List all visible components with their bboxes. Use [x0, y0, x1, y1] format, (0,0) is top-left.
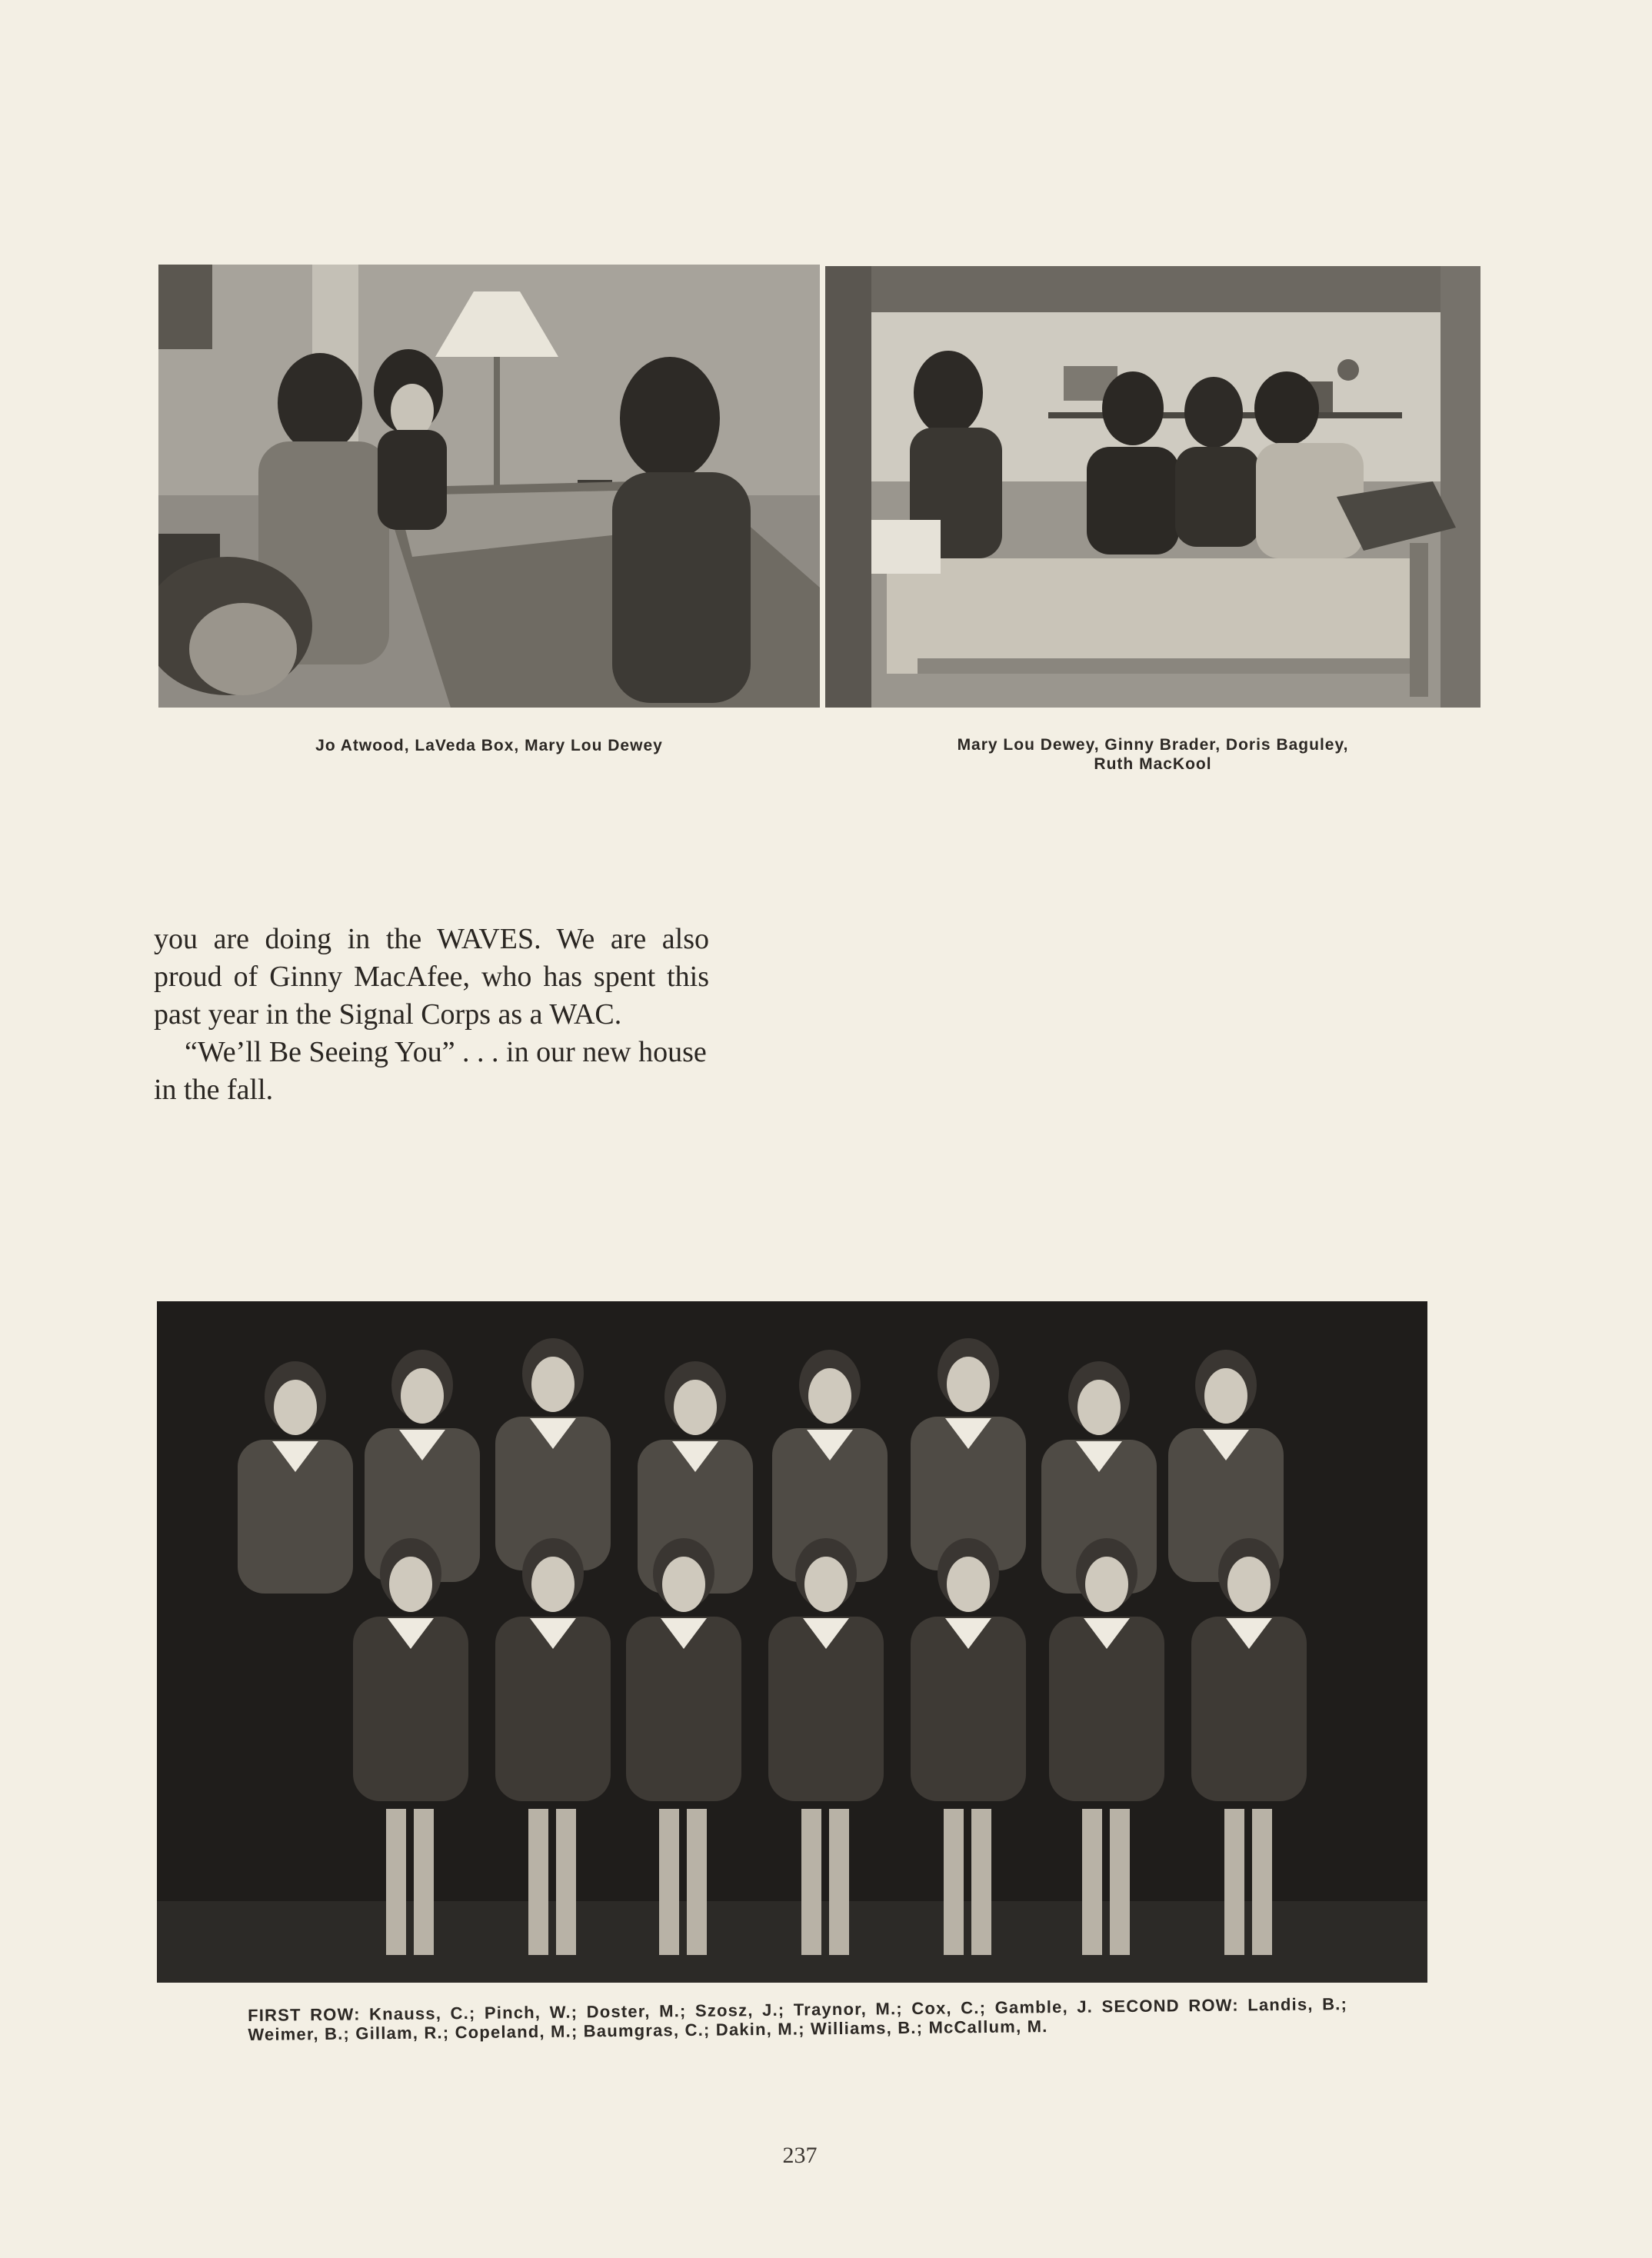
caption-bedroom-line1: Mary Lou Dewey, Ginny Brader, Doris Baguley, — [957, 736, 1349, 754]
body-paragraph-2: “We’ll Be Seeing You” . . . in our new house in the fall. — [154, 1036, 707, 1106]
page-number: 237 — [782, 2143, 818, 2168]
photo-study-room-image — [158, 265, 820, 708]
photo-study-room — [158, 265, 820, 708]
photo-bedroom-image — [825, 266, 1480, 708]
body-text — [154, 921, 709, 1109]
body-paragraph-1: you are doing in the WAVES. We are also proud of Ginny MacAfee, who has spent this past year in the Signal Corps as a WAC. — [154, 923, 709, 1031]
photo-group-portrait — [157, 1301, 1427, 1983]
photo-bedroom — [825, 266, 1480, 708]
caption-study-photo: Jo Atwood, LaVeda Box, Mary Lou Dewey — [315, 737, 663, 754]
caption-bedroom-line2: Ruth MacKool — [1094, 755, 1212, 773]
caption-bedroom-photo — [825, 735, 1480, 774]
photo-group-image — [157, 1301, 1427, 1983]
caption-group-photo: FIRST ROW: Knauss, C.; Pinch, W.; Doster, M.; Szosz, J.; Traynor, M.; Cox, C.; Gamble, J. SECOND ROW: Landis, B.; Weimer, B.; Gillam, R.; Copeland, M.; Baumgras, C.; Dakin, M.; Williams, B.; McCallum, M. — [248, 1994, 1348, 2044]
